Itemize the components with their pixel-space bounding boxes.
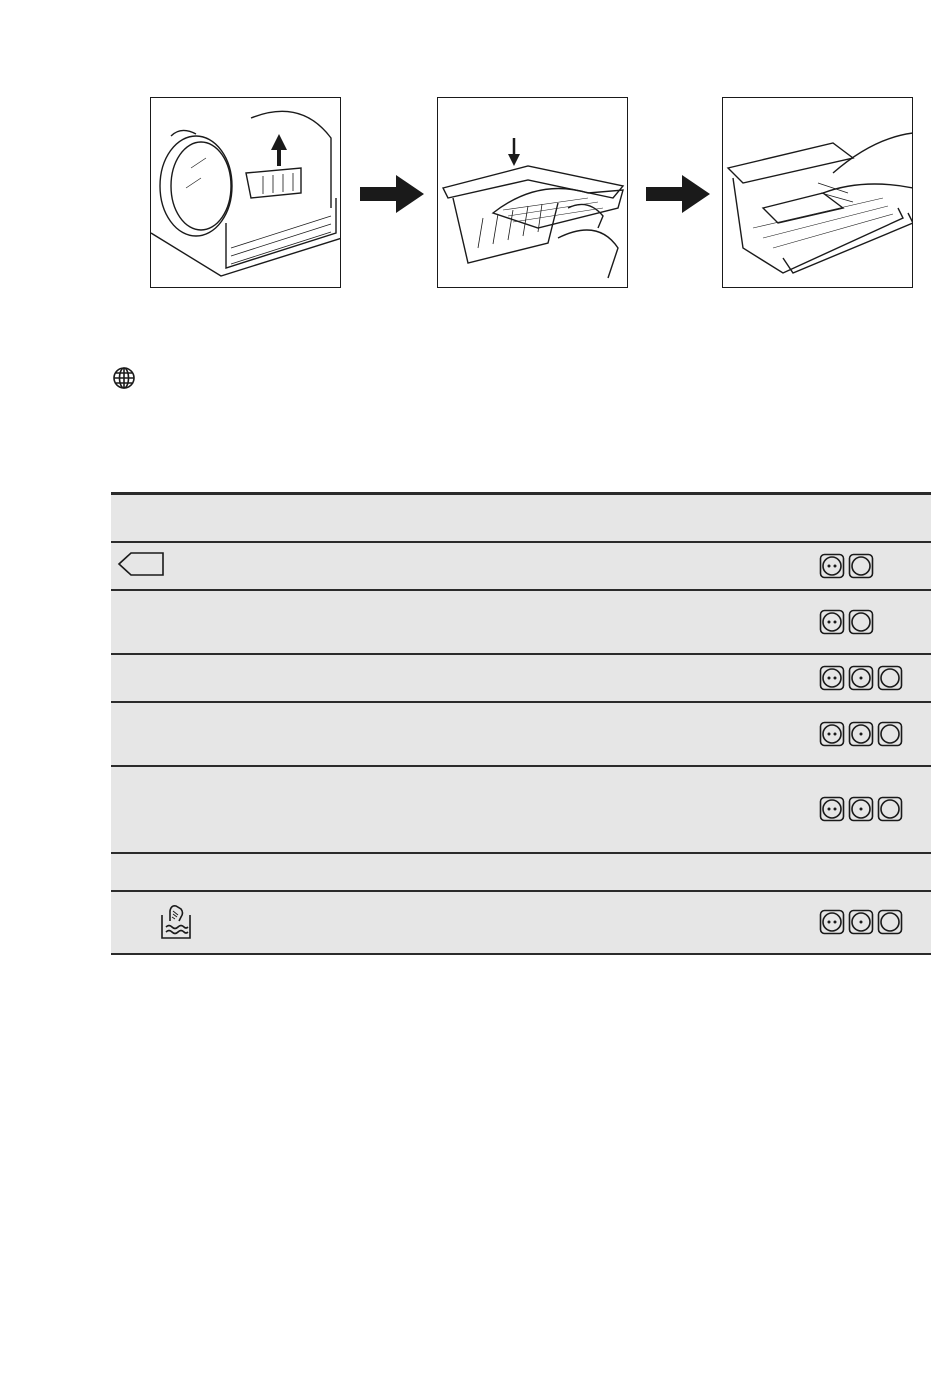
tumble-dry-low-icon [848, 796, 874, 822]
label-tag-icon [117, 551, 165, 577]
tumble-dry-icon [848, 609, 874, 635]
globe-icon [112, 366, 136, 390]
tumble-dry-low-icon [848, 721, 874, 747]
tumble-dry-icon [877, 796, 903, 822]
row-label [257, 891, 811, 954]
dry-temperature-icons [819, 909, 923, 935]
header-label [257, 494, 811, 542]
illustration-open-filter [437, 97, 628, 288]
dry-temperature-icons [819, 553, 923, 579]
dry-temperature-icons [819, 721, 923, 747]
row-label [257, 766, 811, 853]
tumble-dry-icon [877, 721, 903, 747]
tumble-dry-icon [877, 909, 903, 935]
tumble-dry-medium-icon [819, 609, 845, 635]
dry-temperature-icons [819, 665, 923, 691]
dry-temperature-icons [819, 796, 923, 822]
table-row [111, 853, 931, 891]
tumble-dry-medium-icon [819, 665, 845, 691]
table-row [111, 702, 931, 766]
wool-handwash-icon [159, 901, 193, 941]
programme-table [111, 492, 931, 955]
illustration-clean-filter [722, 97, 913, 288]
arrow-right-icon [360, 175, 424, 213]
tumble-dry-medium-icon [819, 721, 845, 747]
table-row [111, 590, 931, 654]
row-label [257, 542, 811, 590]
table-header-row [111, 494, 931, 542]
arrow-right-icon [646, 175, 710, 213]
header-cell [111, 494, 257, 542]
tumble-dry-low-icon [848, 665, 874, 691]
table-row [111, 654, 931, 702]
tumble-dry-medium-icon [819, 909, 845, 935]
illustration-remove-filter [150, 97, 341, 288]
row-label [257, 654, 811, 702]
tumble-dry-icon [848, 553, 874, 579]
row-label [257, 702, 811, 766]
tumble-dry-icon [877, 665, 903, 691]
table-row [111, 766, 931, 853]
tumble-dry-medium-icon [819, 796, 845, 822]
tumble-dry-medium-icon [819, 553, 845, 579]
table-row [111, 542, 931, 590]
table-row [111, 891, 931, 954]
row-label [257, 853, 811, 891]
dry-temperature-icons [819, 609, 923, 635]
row-label [257, 590, 811, 654]
tumble-dry-low-icon [848, 909, 874, 935]
